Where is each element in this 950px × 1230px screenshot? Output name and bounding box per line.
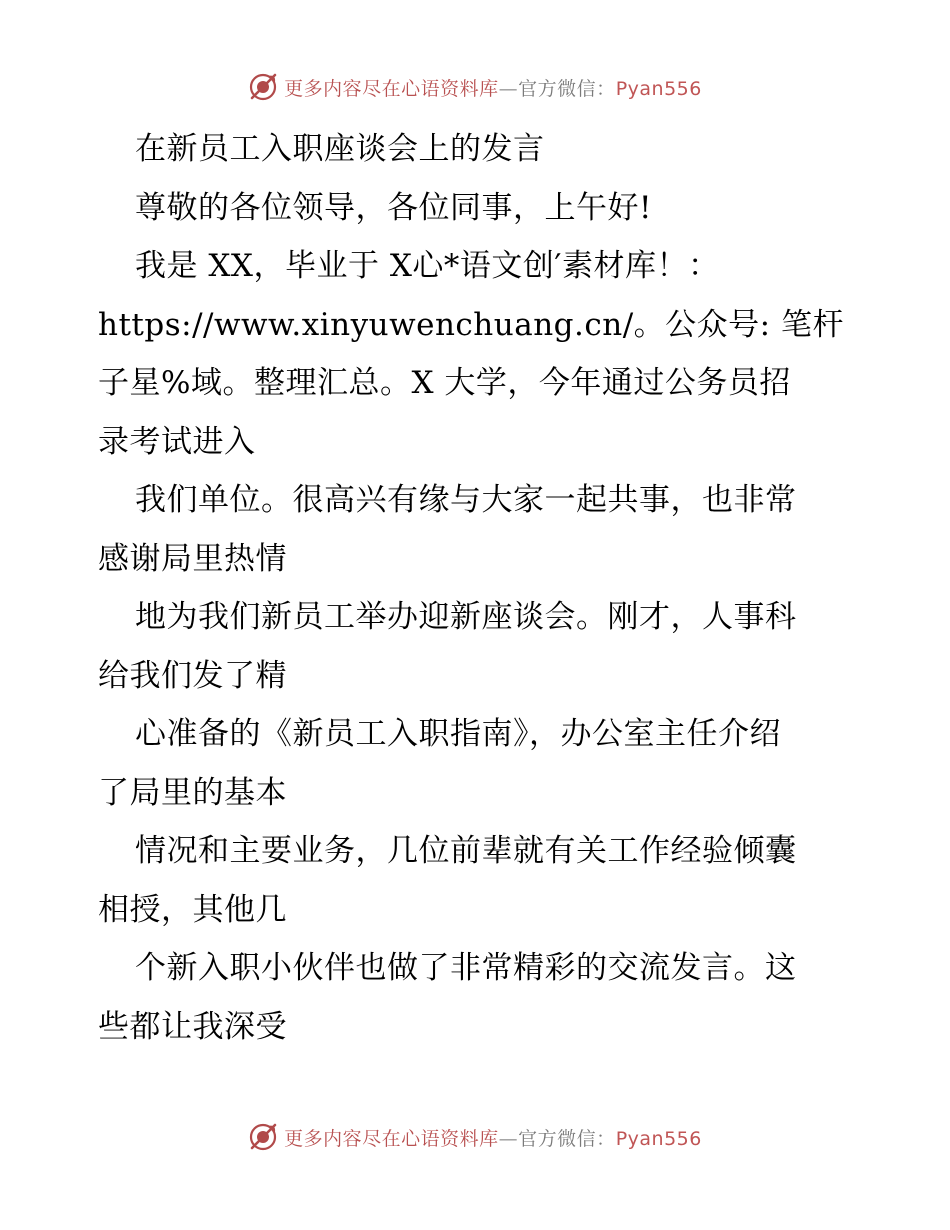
document-title: 在新员工入职座谈会上的发言: [135, 131, 545, 167]
header-banner: [0, 72, 950, 102]
greeting-line: 尊敬的各位领导，各位同事，上午好!: [135, 189, 652, 226]
paragraph-line: 子星%域。整理汇总。X 大学，今年通过公务员招: [98, 365, 791, 401]
paragraph-line: 心准备的《新员工入职指南》，办公室主任介绍: [135, 716, 781, 752]
paragraph-line: 些都让我深受: [98, 1008, 287, 1045]
paragraph-line: 我们单位。很高兴有缘与大家一起共事，也非常: [135, 482, 797, 518]
footer-banner: [0, 1122, 950, 1152]
paragraph-line: 给我们发了精: [98, 657, 287, 694]
paragraph-line: 我是 XX，毕业于 X心*语文创′素材库！：: [135, 248, 720, 284]
paragraph-line: https://www.xinyuwenchuang.cn/。公众号: 笔杆: [98, 306, 844, 343]
quill-seal-icon: [248, 1122, 278, 1152]
banner-text: 更多内容尽在心语资料库—官方微信：Pyan556: [284, 77, 702, 100]
paragraph-line: 了局里的基本: [98, 774, 287, 811]
quill-seal-icon: [248, 72, 278, 102]
paragraph-line: 情况和主要业务，几位前辈就有关工作经验倾囊: [135, 833, 797, 869]
paragraph-line: 个新入职小伙伴也做了非常精彩的交流发言。这: [135, 950, 797, 986]
document-body: [98, 120, 858, 1056]
paragraph-line: 录考试进入: [98, 423, 256, 460]
paragraph-line: 感谢局里热情: [98, 540, 287, 577]
paragraph-line: 相授，其他几: [98, 891, 287, 928]
banner-text: 更多内容尽在心语资料库—官方微信：Pyan556: [284, 1127, 702, 1150]
paragraph-line: 地为我们新员工举办迎新座谈会。刚才，人事科: [135, 599, 797, 635]
